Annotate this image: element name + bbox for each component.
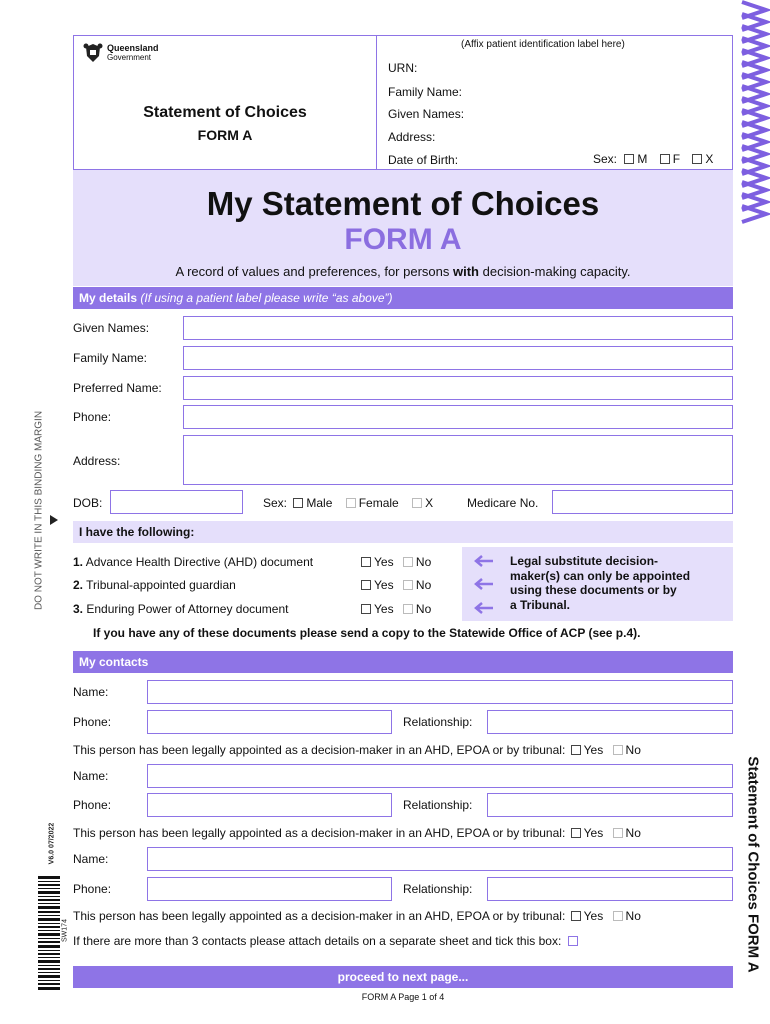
proceed-text: proceed to next page... [337, 970, 469, 984]
following-heading: I have the following: [73, 521, 733, 543]
following-item-1: 1. Advance Health Directive (AHD) document [73, 555, 314, 569]
arrow-left-icon [474, 555, 494, 567]
title-banner [73, 170, 733, 286]
phone-input[interactable] [183, 405, 733, 429]
contact2-phone-label: Phone: [73, 798, 112, 812]
address-field-label: Address: [73, 454, 121, 468]
banner-description: A record of values and preferences, for persons with decision-making capacity. [175, 264, 631, 279]
contact2-no-checkbox[interactable] [613, 828, 623, 838]
contact1-name-label: Name: [73, 685, 109, 699]
binding-margin-text: DO NOT WRITE IN THIS BINDING MARGIN [33, 410, 45, 611]
contact2-name-input[interactable] [147, 764, 733, 788]
dob-label: Date of Birth: [388, 153, 459, 167]
header-left [74, 36, 377, 169]
logo-line1: Queensland [107, 43, 159, 53]
header-sex [593, 152, 713, 166]
sex-x-checkbox[interactable] [692, 154, 702, 164]
sex-m-checkbox[interactable] [624, 154, 634, 164]
contact2-relationship-label: Relationship: [403, 798, 473, 812]
epoa-no-checkbox[interactable] [403, 604, 413, 614]
more-contacts-checkbox[interactable] [568, 936, 578, 946]
given-names-field-label: Given Names: [73, 321, 150, 335]
arrow-left-icon [474, 578, 494, 590]
main-subtitle: FORM A [344, 223, 462, 256]
form-subtitle: FORM A [197, 127, 253, 143]
version-text: V6.0 07/2022 [48, 822, 56, 865]
contact3-name-input[interactable] [147, 847, 733, 871]
main-title: My Statement of Choices [206, 185, 600, 222]
guardian-no-checkbox[interactable] [403, 580, 413, 590]
contact2-appointed: This person has been legally appointed as a decision-maker in an AHD, EPOA or by tribunal: Yes No [73, 826, 641, 840]
x-checkbox[interactable] [412, 498, 422, 508]
preferred-name-field-label: Preferred Name: [73, 381, 162, 395]
urn-label: URN: [388, 61, 418, 75]
given-names-input[interactable] [183, 316, 733, 340]
contact3-appointed: This person has been legally appointed as a decision-maker in an AHD, EPOA or by tribunal: Yes No [73, 909, 641, 923]
epoa-yes-checkbox[interactable] [361, 604, 371, 614]
contact3-no-checkbox[interactable] [613, 911, 623, 921]
dob-field-label: DOB: [73, 496, 103, 510]
guardian-yes-checkbox[interactable] [361, 580, 371, 590]
epoa-yes-no: Yes No [361, 602, 431, 616]
label-hint: (Affix patient identification label here) [461, 39, 625, 50]
given-names-label: Given Names: [388, 107, 465, 121]
contact2-yes-checkbox[interactable] [571, 828, 581, 838]
contact2-phone-input[interactable] [147, 793, 392, 817]
medicare-label: Medicare No. [467, 496, 539, 510]
family-name-label: Family Name: [388, 85, 463, 99]
guardian-yes-no: Yes No [361, 578, 431, 592]
details-sex: Sex: Male Female X [263, 496, 434, 510]
address-input[interactable] [183, 435, 733, 485]
contact1-yes-checkbox[interactable] [571, 745, 581, 755]
ahd-yes-no: Yes No [361, 555, 431, 569]
medicare-input[interactable] [552, 490, 733, 514]
legal-note-box [462, 547, 733, 621]
contact3-phone-label: Phone: [73, 882, 112, 896]
female-checkbox[interactable] [346, 498, 356, 508]
sex-f-label: F [672, 152, 681, 166]
arrow-right-icon [50, 515, 58, 525]
side-title: Statement of Choices FORM A [744, 756, 762, 973]
more-contacts-note: If there are more than 3 contacts please attach details on a separate sheet and tick this box: [73, 934, 581, 948]
preferred-name-input[interactable] [183, 376, 733, 400]
logo-line2: Government [107, 53, 152, 62]
contact1-name-input[interactable] [147, 680, 733, 704]
page-number: FORM A Page 1 of 4 [361, 992, 445, 1002]
contact2-relationship-input[interactable] [487, 793, 733, 817]
address-label: Address: [388, 130, 436, 144]
sex-x-label: X [705, 152, 714, 166]
header-box [73, 35, 733, 170]
contact3-phone-input[interactable] [147, 877, 392, 901]
send-copy-note: If you have any of these documents please send a copy to the Statewide Office of ACP (see p.4). [93, 626, 641, 640]
contact1-phone-label: Phone: [73, 715, 112, 729]
form-code: SW174 [61, 919, 69, 942]
chevron-decoration [740, 0, 770, 232]
contact1-relationship-input[interactable] [487, 710, 733, 734]
contact2-name-label: Name: [73, 769, 109, 783]
ahd-yes-checkbox[interactable] [361, 557, 371, 567]
contact3-relationship-input[interactable] [487, 877, 733, 901]
form-title: Statement of Choices [143, 104, 307, 121]
contact3-yes-checkbox[interactable] [571, 911, 581, 921]
arrow-left-icon [474, 602, 494, 614]
following-item-2: 2. Tribunal-appointed guardian [73, 578, 236, 592]
sex-label: Sex: [593, 152, 618, 166]
contact1-no-checkbox[interactable] [613, 745, 623, 755]
my-details-heading: My details (If using a patient label please write “as above”) [73, 287, 733, 309]
qld-logo [82, 42, 159, 64]
barcode [38, 876, 60, 990]
my-contacts-heading: My contacts [73, 651, 733, 673]
contact1-appointed: This person has been legally appointed as a decision-maker in an AHD, EPOA or by tribunal: Yes No [73, 743, 641, 757]
sex-m-label: M [637, 152, 648, 166]
sex-f-checkbox[interactable] [660, 154, 670, 164]
coat-of-arms-icon [82, 42, 104, 64]
proceed-bar [73, 966, 733, 988]
contact1-phone-input[interactable] [147, 710, 392, 734]
family-name-input[interactable] [183, 346, 733, 370]
contact3-name-label: Name: [73, 852, 109, 866]
legal-note-text: Legal substitute decision- maker(s) can only be appointed using these documents or by a Tribunal. [510, 554, 691, 612]
phone-field-label: Phone: [73, 410, 112, 424]
family-name-field-label: Family Name: [73, 351, 148, 365]
contact1-relationship-label: Relationship: [403, 715, 473, 729]
ahd-no-checkbox[interactable] [403, 557, 413, 567]
contact3-relationship-label: Relationship: [403, 882, 473, 896]
following-item-3: 3. Enduring Power of Attorney document [73, 602, 289, 616]
male-checkbox[interactable] [293, 498, 303, 508]
dob-input[interactable] [110, 490, 243, 514]
